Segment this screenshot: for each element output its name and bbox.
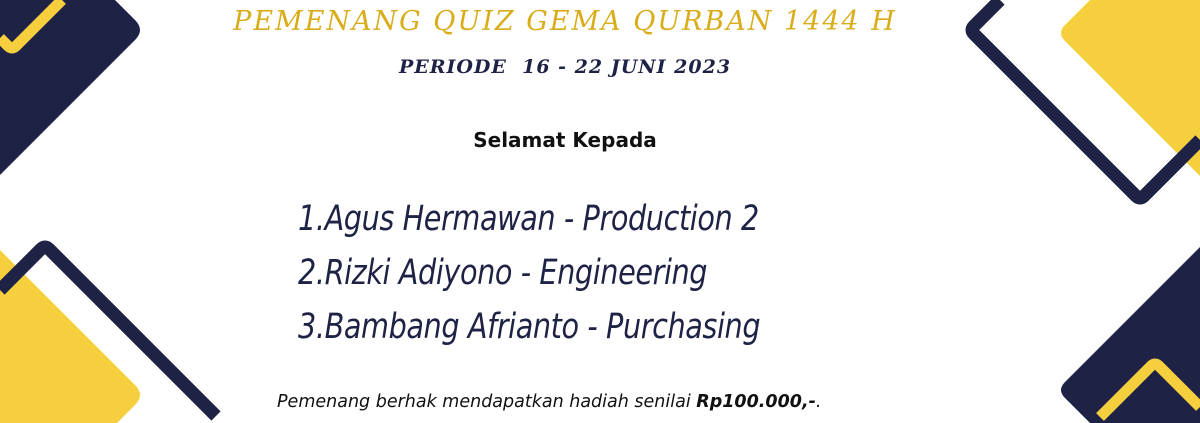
prize-text-end: .	[815, 392, 822, 412]
winner-item: 3.Bambang Afrianto - Purchasing	[298, 307, 761, 347]
winner-item: 2.Rizki Adiyono - Engineering	[298, 253, 708, 293]
winners-list	[298, 192, 862, 354]
greeting-heading: Selamat Kepada	[473, 128, 657, 152]
navy-diamond-bottom-right	[1061, 247, 1200, 423]
period-subtitle: PERIODE 16 - 22 JUNI 2023	[398, 56, 732, 78]
prize-text-body: Pemenang berhak mendapatkan hadiah senilai	[277, 392, 697, 412]
prize-text	[277, 392, 821, 413]
winner-item: 1.Agus Hermawan - Production 2	[298, 199, 759, 239]
page-title: PEMENANG QUIZ GEMA QURBAN 1444 H	[233, 6, 897, 37]
prize-amount: Rp100.000,-	[696, 392, 816, 412]
